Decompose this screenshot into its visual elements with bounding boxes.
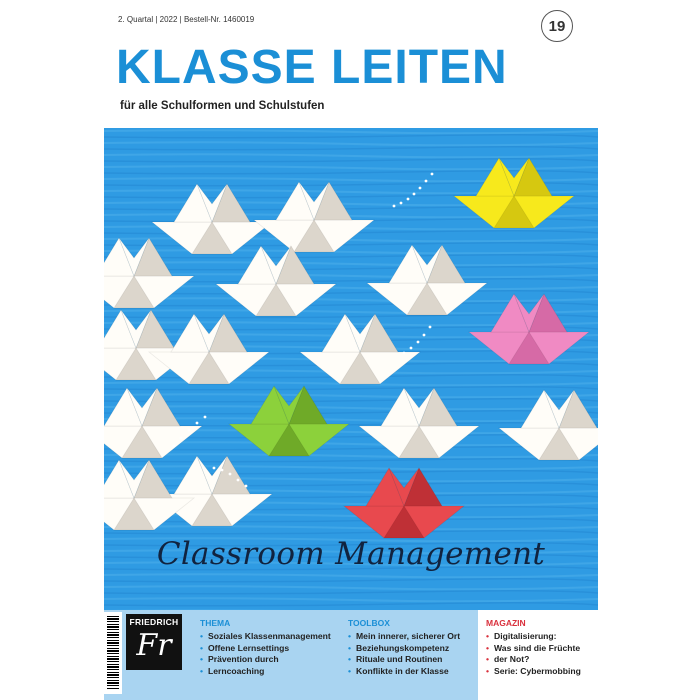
list-item: • Konflikte in der Klasse <box>348 666 460 678</box>
list-item: • Soziales Klassenmanagement <box>200 631 331 643</box>
publisher-logo <box>126 614 182 670</box>
list-item: • Offene Lernsettings <box>200 643 331 655</box>
list-item: • Lerncoaching <box>200 666 331 678</box>
publisher-mark: Fr <box>136 628 172 663</box>
list-item: • Beziehungskompetenz <box>348 643 460 655</box>
section-heading: TOOLBOX <box>348 618 390 628</box>
magazine-cover <box>104 0 598 700</box>
section-magazin <box>478 610 598 700</box>
list-item: • Prävention durch <box>200 654 331 666</box>
cover-headline: Classroom Management <box>156 536 546 572</box>
list-item: • Digitalisierung: <box>486 631 598 643</box>
barcode <box>104 612 122 694</box>
list-item: • Rituale und Routinen <box>348 654 460 666</box>
issue-number-badge: 19 <box>541 10 573 42</box>
contents-strip <box>104 610 598 700</box>
magazine-title: KLASSE LEITEN <box>116 41 508 94</box>
list-item: • Was sind die Früchte <box>486 643 598 655</box>
section-heading: THEMA <box>200 618 231 628</box>
magazine-subtitle: für alle Schulformen und Schulstufen <box>120 100 325 112</box>
cover-illustration <box>104 128 598 610</box>
list-item: • Serie: Cybermobbing <box>486 666 598 678</box>
issue-meta: 2. Quartal | 2022 | Bestell-Nr. 1460019 <box>118 15 255 24</box>
section-thema <box>200 618 331 677</box>
list-item: • der Not? <box>486 654 598 666</box>
section-toolbox <box>348 618 460 677</box>
publisher-name: FRIEDRICH <box>129 617 179 627</box>
list-item: • Mein innerer, sicherer Ort <box>348 631 460 643</box>
section-heading: MAGAZIN <box>486 618 526 628</box>
